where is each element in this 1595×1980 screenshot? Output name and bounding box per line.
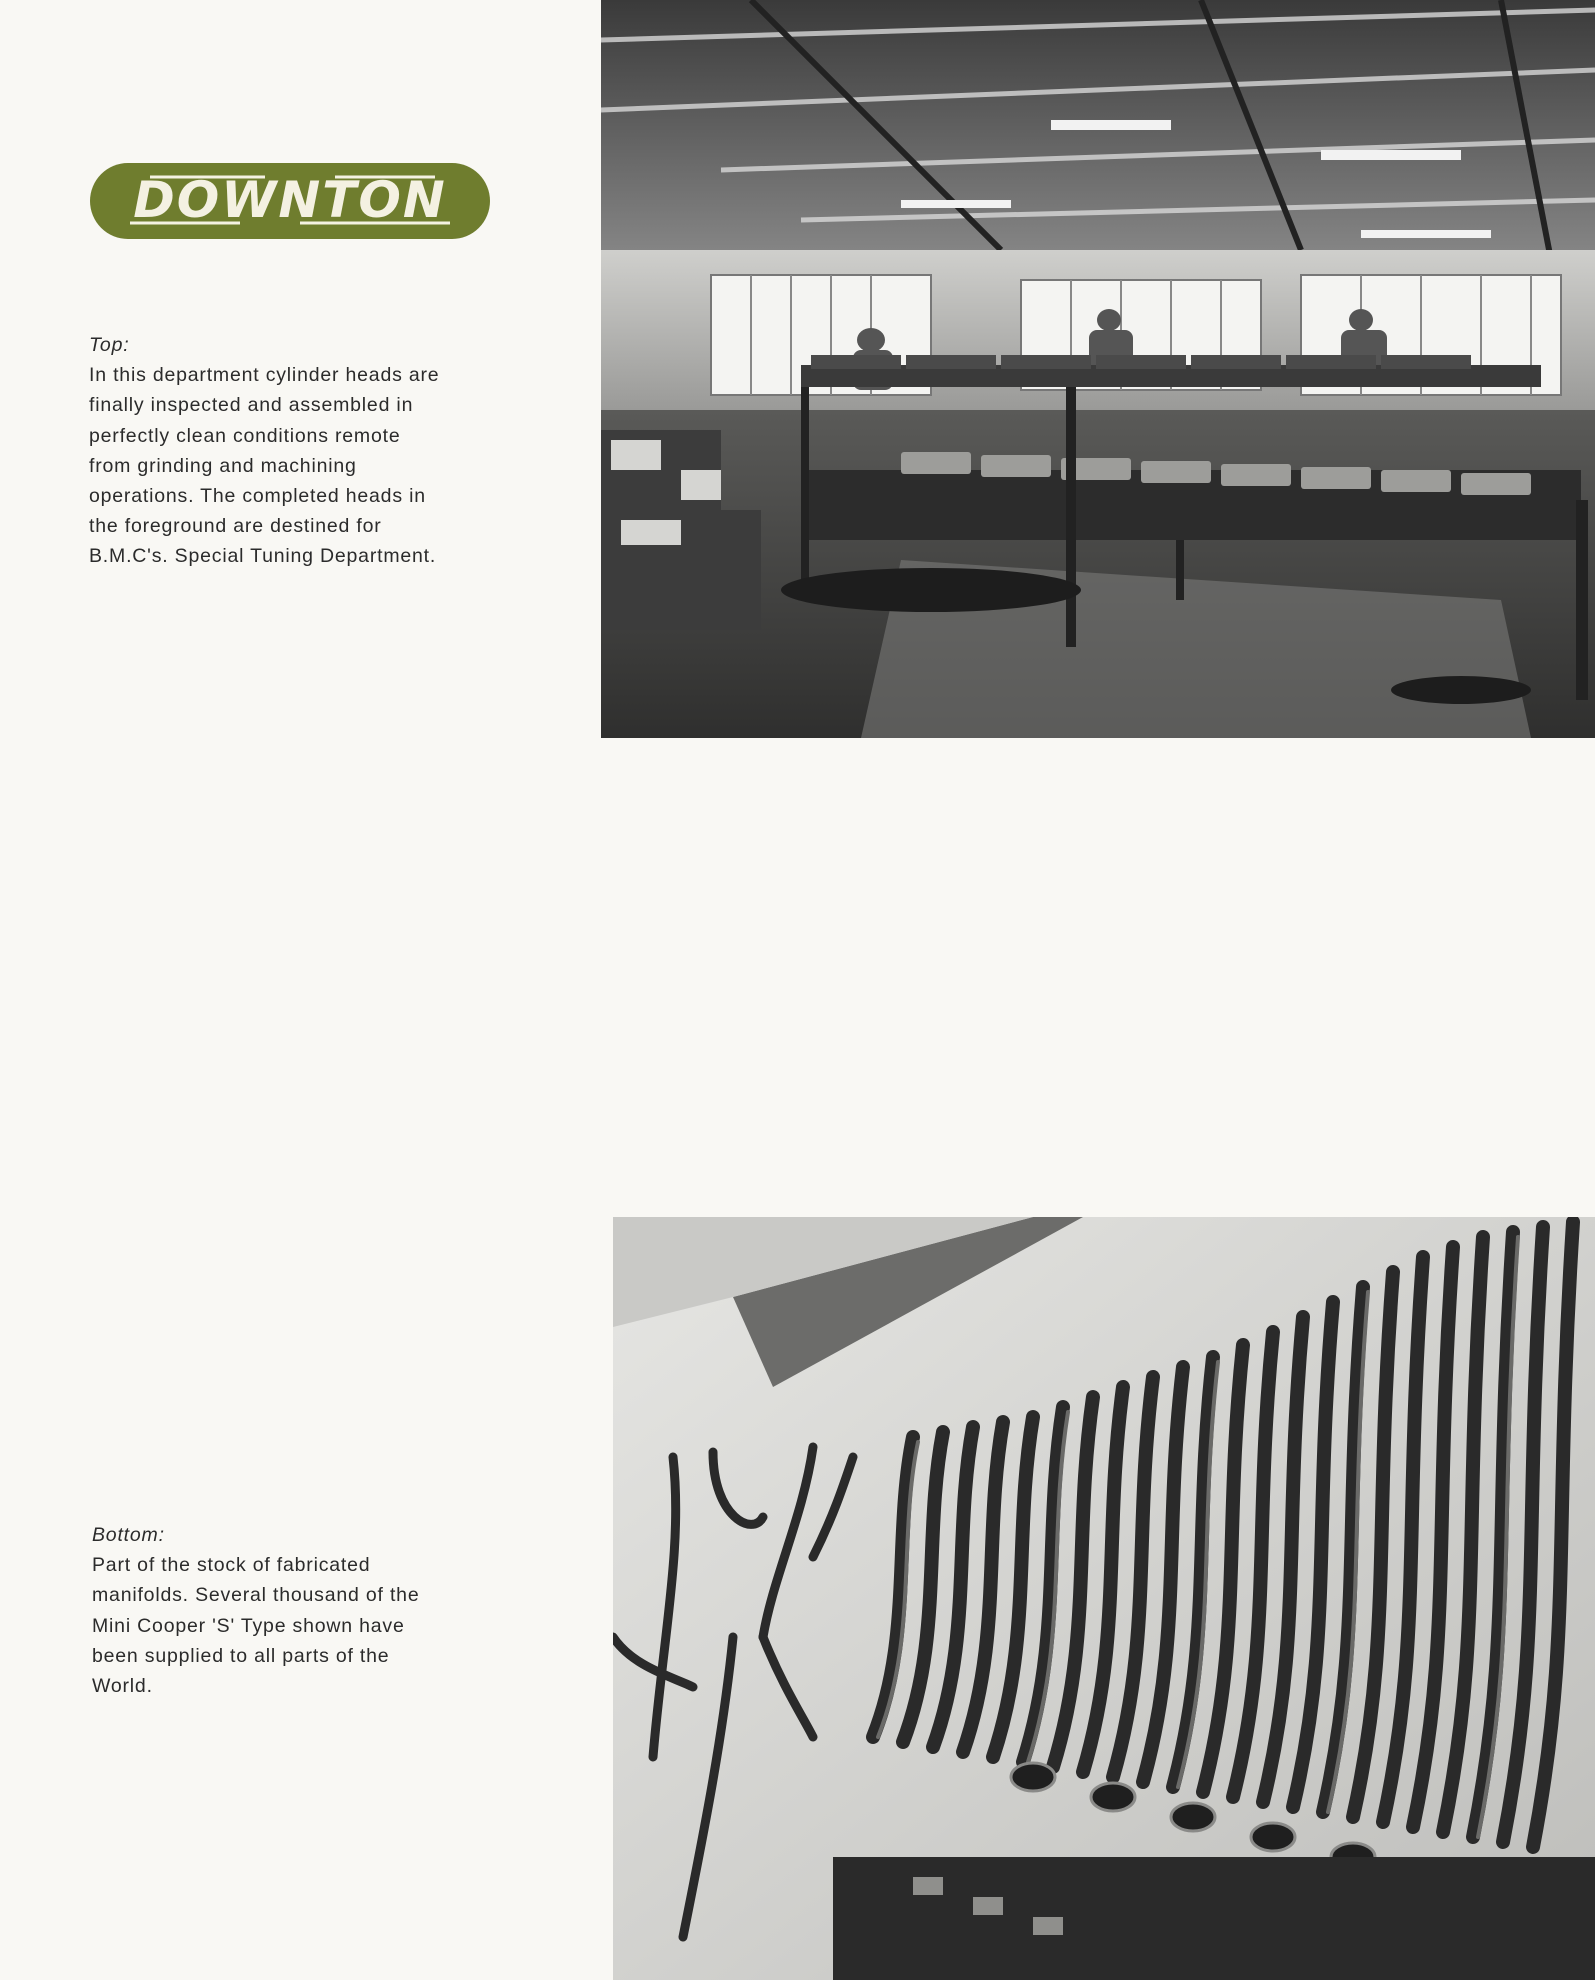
- caption-bottom-line: Mini Cooper 'S' Type shown have: [92, 1614, 405, 1637]
- caption-bottom-line: Part of the stock of fabricated: [92, 1554, 371, 1577]
- photo-manifold-stock: [613, 1217, 1595, 1980]
- caption-bottom: [92, 1520, 512, 1701]
- caption-top-line: finally inspected and assembled in: [89, 394, 414, 417]
- caption-bottom-line: been supplied to all parts of the: [92, 1644, 390, 1667]
- caption-top-line: perfectly clean conditions remote: [89, 424, 401, 447]
- caption-top-heading: Top:: [89, 334, 130, 356]
- caption-top-line: from grinding and machining: [89, 454, 357, 477]
- caption-bottom-line: World.: [92, 1675, 153, 1698]
- photo-workshop-cylinder-heads: [601, 0, 1595, 738]
- caption-top-line: In this department cylinder heads are: [89, 364, 440, 387]
- workshop-photo-graphic: [601, 0, 1595, 738]
- caption-top-line: B.M.C's. Special Tuning Department.: [89, 545, 437, 568]
- caption-bottom-line: manifolds. Several thousand of the: [92, 1584, 420, 1607]
- caption-top-line: operations. The completed heads in: [89, 485, 426, 508]
- caption-bottom-heading: Bottom:: [92, 1524, 165, 1546]
- caption-top-line: the foreground are destined for: [89, 515, 382, 538]
- downton-logo: [90, 163, 490, 239]
- logo-wordmark: DOWNTON: [133, 171, 447, 229]
- manifold-photo-graphic: [613, 1217, 1595, 1980]
- caption-top: [89, 330, 509, 572]
